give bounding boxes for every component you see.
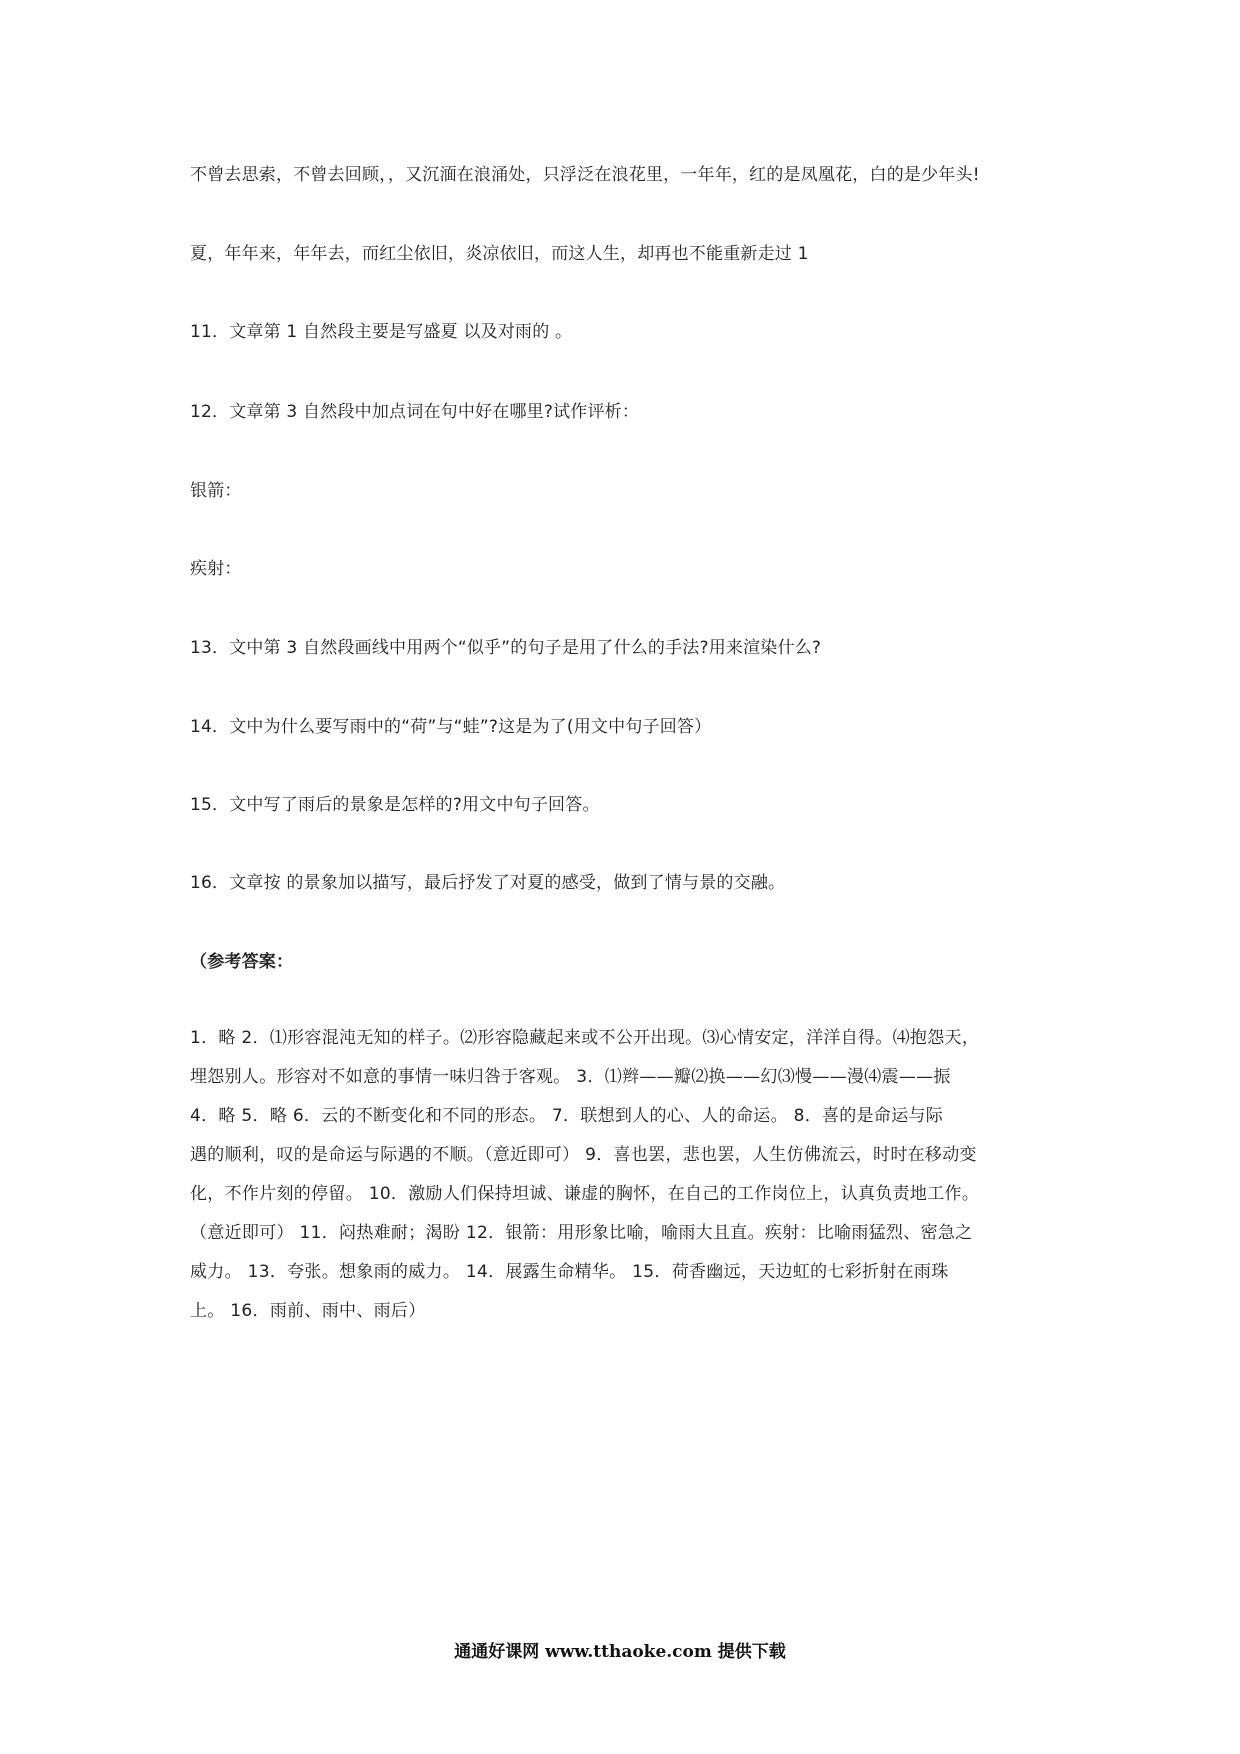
question-13: 13．文中第 3 自然段画线中用两个“似乎”的句子是用了什么的手法?用来渲染什么?	[190, 638, 822, 658]
answer-line: 威力。 13．夸张。想象雨的威力。 14．展露生命精华。 15．荷香幽远，天边虹的七彩折射在雨珠	[190, 1262, 949, 1282]
question-12-part-b: 疾射：	[190, 559, 242, 579]
footer-credit: 通通好课网 www.tthaoke.com 提供下载	[454, 1642, 786, 1662]
answers-heading: （参考答案：	[190, 952, 294, 972]
question-14: 14．文中为什么要写雨中的“荷”与“蛙”?这是为了(用文中句子回答）	[190, 717, 712, 737]
answer-line: 遇的顺利，叹的是命运与际遇的不顺。（意近即可） 9．喜也罢，悲也罢，人生仿佛流云，时时在移动变	[190, 1145, 977, 1165]
answer-line: 4．略 5．略 6．云的不断变化和不同的形态。 7．联想到人的心、人的命运。 8．喜的是命运与际	[190, 1106, 944, 1126]
question-15: 15．文中写了雨后的景象是怎样的?用文中句子回答。	[190, 795, 600, 815]
question-11: 11．文章第 1 自然段主要是写盛夏 以及对雨的 。	[190, 322, 573, 342]
answer-line: 1．略 2．⑴形容混沌无知的样子。⑵形容隐藏起来或不公开出现。⑶心情安定，洋洋自得。⑷抱怨天，	[190, 1028, 980, 1048]
passage-line-2: 夏，年年来，年年去，而红尘依旧，炎凉依旧，而这人生，却再也不能重新走过 1	[190, 244, 809, 264]
answer-line: 上。 16．雨前、雨中、雨后）	[190, 1301, 426, 1321]
question-12: 12．文章第 3 自然段中加点词在句中好在哪里?试作评析：	[190, 402, 640, 422]
answer-line: （意近即可） 11．闷热难耐；渴盼 12．银箭：用形象比喻，喻雨大且直。疾射：比喻雨猛烈、密急之	[190, 1223, 973, 1243]
answer-line: 化，不作片刻的停留。 10．激励人们保持坦诚、谦虚的胸怀，在自己的工作岗位上，认真负责地工作。	[190, 1184, 980, 1204]
question-16: 16．文章按 的景象加以描写，最后抒发了对夏的感受，做到了情与景的交融。	[190, 873, 786, 893]
answers-block	[190, 1019, 1070, 1331]
question-12-part-a: 银箭：	[190, 481, 242, 501]
passage-line-1: 不曾去思索，不曾去回顾，，又沉湎在浪涌处，只浮泛在浪花里，一年年，红的是凤凰花，白的是少年头!	[190, 165, 980, 185]
answer-line: 埋怨别人。形容对不如意的事情一味归咎于客观。 3．⑴辫——瓣⑵换——幻⑶慢——漫⑷震——振	[190, 1067, 951, 1087]
